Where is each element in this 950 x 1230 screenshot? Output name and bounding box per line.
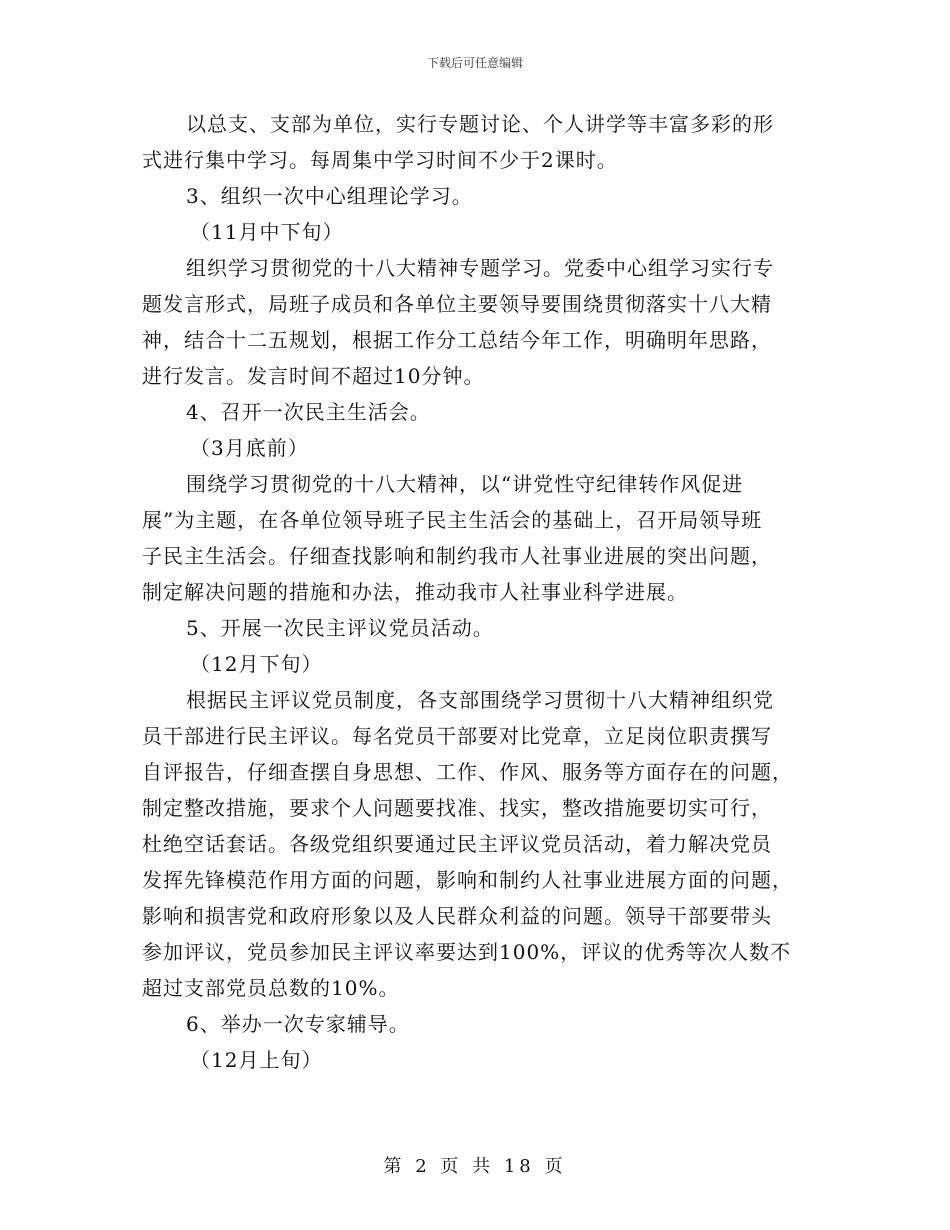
section-heading: 3、组织一次中心组理论学习。 (186, 184, 473, 208)
paragraph-line: 围绕学习贯彻党的十八大精神，以“讲党性守纪律转作风促进 (186, 472, 744, 496)
paragraph-line: 神，结合十二五规划，根据工作分工总结今年工作，明确明年思路， (142, 328, 772, 352)
paragraph-line: 子民主生活会。仔细查找影响和制约我市人社事业进展的突出问题， (142, 544, 772, 568)
date-note: （11月中下旬） (190, 220, 344, 244)
document-body (142, 106, 814, 1078)
paragraph-line: 超过支部党员总数的10%。 (142, 976, 400, 1000)
paragraph-line: 式进行集中学习。每周集中学习时间不少于2课时。 (142, 148, 618, 172)
paragraph-line: 制定整改措施，要求个人问题要找准、找实，整改措施要切实可行， (142, 796, 772, 820)
paragraph-line: 展”为主题，在各单位领导班子民主生活会的基础上，召开局领导班 (142, 508, 763, 532)
paragraph-line: 题发言形式，局班子成员和各单位主要领导要围绕贯彻落实十八大精 (142, 292, 772, 316)
paragraph-line: 制定解决问题的措施和办法，推动我市人社事业科学进展。 (142, 580, 688, 604)
section-heading: 6、举办一次专家辅导。 (186, 1012, 410, 1036)
date-note: （12月下旬） (190, 652, 323, 676)
section-heading: 4、召开一次民主生活会。 (186, 400, 431, 424)
paragraph-line: 组织学习贯彻党的十八大精神专题学习。党委中心组学习实行专 (186, 256, 774, 280)
paragraph-line: 员干部进行民主评议。每名党员干部要对比党章，立足岗位职责撰写 (142, 724, 772, 748)
paragraph-line: 自评报告，仔细查摆自身思想、工作、作风、服务等方面存在的问题， (142, 760, 793, 784)
paragraph-line: 杜绝空话套话。各级党组织要通过民主评议党员活动，着力解决党员 (142, 832, 772, 856)
paragraph-line: 以总支、支部为单位，实行专题讨论、个人讲学等丰富多彩的形 (186, 112, 774, 136)
section-heading: 5、开展一次民主评议党员活动。 (186, 616, 494, 640)
paragraph-line: 进行发言。发言时间不超过10分钟。 (142, 364, 485, 388)
page-number: 第 2 页 共 18 页 (383, 1156, 567, 1177)
date-note: （3月底前） (190, 436, 309, 460)
paragraph-line: 根据民主评议党员制度，各支部围绕学习贯彻十八大精神组织党 (186, 688, 774, 712)
paragraph-line: 参加评议，党员参加民主评议率要达到100%，评议的优秀等次人数不 (142, 940, 792, 964)
paragraph-line: 影响和损害党和政府形象以及人民群众利益的问题。领导干部要带头 (142, 904, 772, 928)
date-note: （12月上旬） (190, 1048, 323, 1072)
paragraph-line: 发挥先锋模范作用方面的问题，影响和制约人社事业进展方面的问题， (142, 868, 793, 892)
page-header: 下载后可任意编辑 (426, 56, 523, 70)
